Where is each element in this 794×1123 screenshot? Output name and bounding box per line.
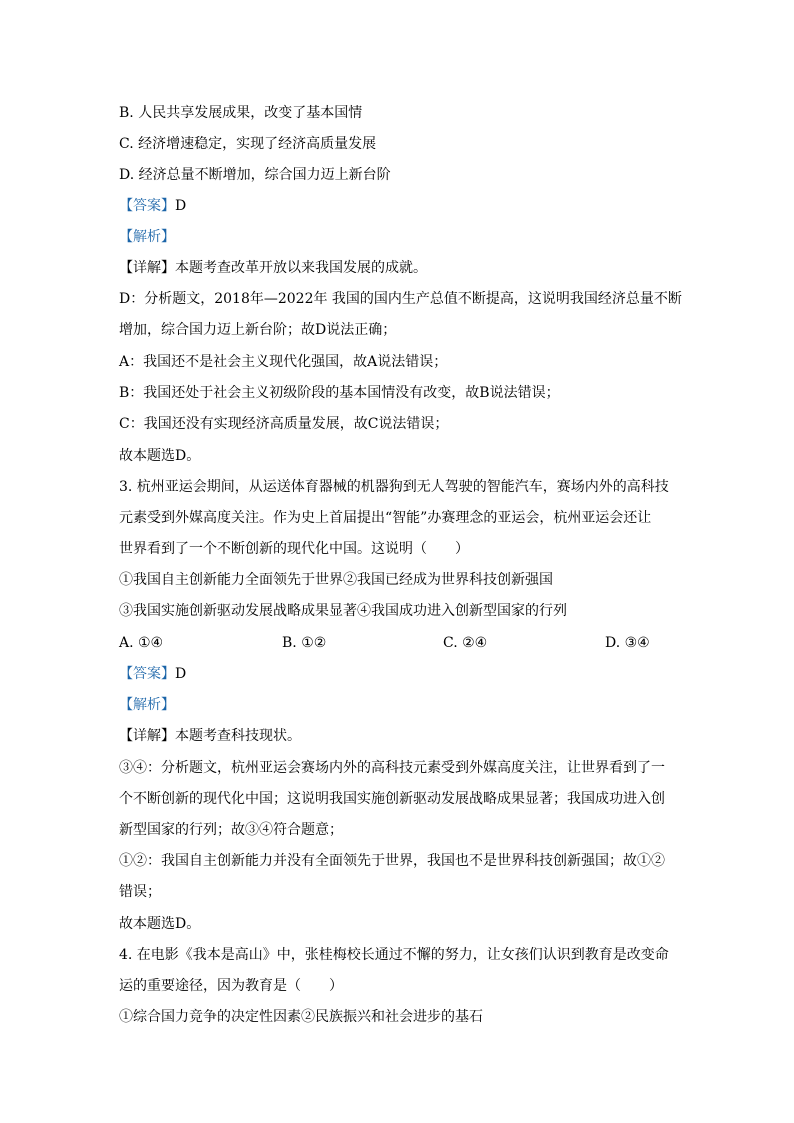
choice-d: D. ③④ (605, 635, 650, 651)
explain-line: ③④：分析题文，杭州亚运会赛场内外的高科技元素受到外媒高度关注，让世界看到了一 (119, 760, 665, 776)
answer-row (119, 196, 186, 216)
answer-row (119, 664, 186, 684)
detail-tag: 【详解】 (119, 260, 175, 276)
detail-row (119, 726, 301, 746)
question-stem: 4. 在电影《我本是高山》中，张桂梅校长通过不懈的努力，让女孩们认识到教育是改变命 (119, 947, 669, 963)
detail-row (119, 258, 427, 278)
explain-line: A：我国还不是社会主义现代化强国，故A说法错误； (119, 354, 448, 370)
explain-line: 新型国家的行列；故③④符合题意； (119, 822, 343, 838)
explain-line: 错误； (119, 884, 161, 900)
option-b: B. 人民共享发展成果，改变了基本国情 (119, 105, 363, 121)
explain-line: 个不断创新的现代化中国；这说明我国实施创新驱动发展战略成果显著；我国成功进入创 (119, 791, 665, 807)
detail-tag: 【详解】 (119, 728, 175, 744)
question-stem: 世界看到了一个不断创新的现代化中国。这说明（ ） (119, 541, 469, 557)
answer-value: D (175, 198, 187, 214)
analysis-tag: 【解析】 (119, 697, 175, 713)
statement-items: ①综合国力竞争的决定性因素②民族振兴和社会进步的基石 (119, 1009, 483, 1025)
question-stem: 3. 杭州亚运会期间，从运送体育器械的机器狗到无人驾驶的智能汽车，赛场内外的高科技 (119, 479, 669, 495)
answer-tag: 【答案】 (119, 666, 175, 682)
choice-a: A. ①④ (119, 635, 164, 651)
statement-items: ①我国自主创新能力全面领先于世界②我国已经成为世界科技创新强国 (119, 572, 553, 588)
explain-line: 故本题选D。 (119, 448, 201, 464)
answer-tag: 【答案】 (119, 198, 175, 214)
explain-line: D：分析题文，2018年—2022年 我国的国内生产总值不断提高，这说明我国经济总量不断 (119, 291, 682, 307)
analysis-tag: 【解析】 (119, 229, 175, 245)
explain-line: 增加，综合国力迈上新台阶；故D说法正确； (119, 322, 397, 338)
option-c: C. 经济增速稳定，实现了经济高质量发展 (119, 136, 377, 152)
statement-items: ③我国实施创新驱动发展战略成果显著④我国成功进入创新型国家的行列 (119, 603, 567, 619)
detail-text: 本题考查科技现状。 (175, 728, 301, 744)
question-stem: 元素受到外媒高度关注。作为史上首届提出“智能”办赛理念的亚运会，杭州亚运会还让 (119, 510, 652, 526)
explain-line: C：我国还没有实现经济高质量发展，故C说法错误； (119, 416, 449, 432)
explain-line: ①②：我国自主创新能力并没有全面领先于世界，我国也不是世界科技创新强国；故①② (119, 853, 665, 869)
explain-line: B：我国还处于社会主义初级阶段的基本国情没有改变，故B说法错误； (119, 385, 560, 401)
choice-b: B. ①② (282, 635, 327, 651)
choice-c: C. ②④ (443, 635, 488, 651)
detail-text: 本题考查改革开放以来我国发展的成就。 (175, 260, 427, 276)
answer-value: D (175, 666, 187, 682)
option-d: D. 经济总量不断增加，综合国力迈上新台阶 (119, 167, 391, 183)
question-stem: 运的重要途径，因为教育是（ ） (119, 978, 343, 994)
explain-line: 故本题选D。 (119, 916, 201, 932)
